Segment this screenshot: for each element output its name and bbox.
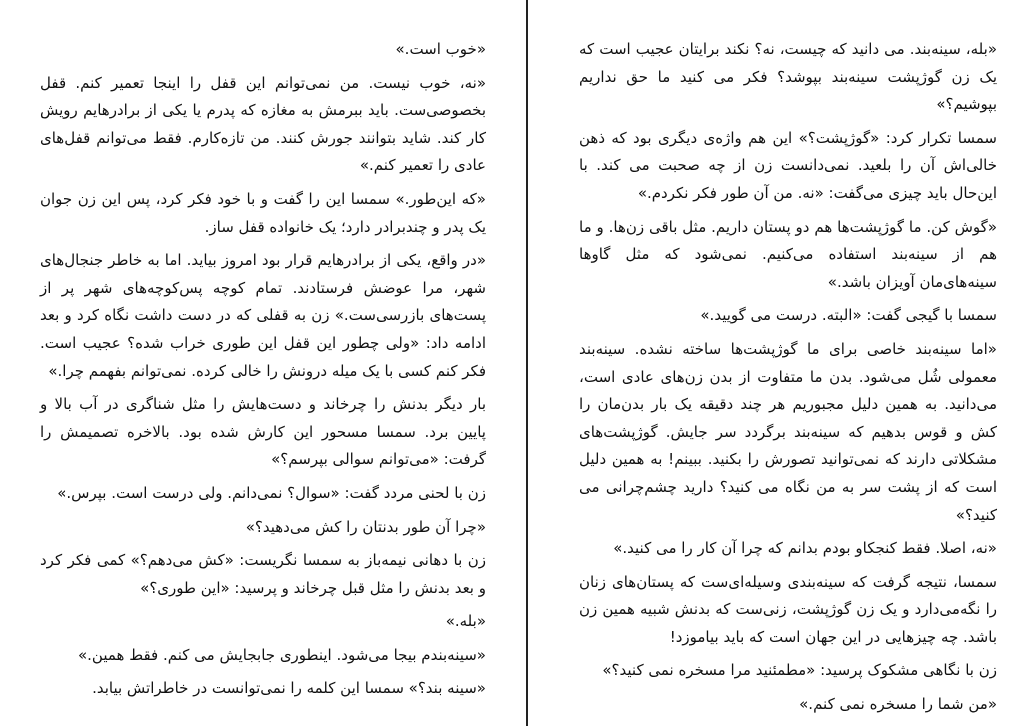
paragraph: «اما سینه‌بند خاصی برای ما گوژپشت‌ها ساخته نشده. سینه‌بند معمولی شُل می‌شود. بدن ما متفاوت از بدن زن‌های عادی است، می‌دانید. به همین دلیل مجبوریم هر چند دقیقه یک بار بدن‌مان را کش و قوس بدهیم که سینه‌بند برگردد سر جایش. گوژپشت‌های مشکلاتی دارند که نمی‌توانید تصورش را بکنید. ببینم! به همین دلیل است که از پشت سر به من نگاه می کنید؟ دارید چشم‌چرانی می کنید؟» bbox=[579, 339, 997, 524]
paragraph: «خوب است.» bbox=[395, 40, 486, 58]
paragraph: «که این‌طور.» سمسا این را گفت و با خود فکر کرد، پس این زن جوان یک پدر و چندبرادر دارد؛ یک خانواده قفل ساز. bbox=[40, 189, 486, 236]
paragraph: سمسا، نتیجه گرفت که سینه‌بندی وسیله‌ای‌ست که پستان‌های زنان را نگه‌می‌دارد و یک زن گوژپشت، زنی‌ست که بدنش شبیه همین زن باشد. چه چیزهایی در این جهان است که باید بیاموزد! bbox=[579, 572, 997, 646]
paragraph: «بله، سینه‌بند. می دانید که چیست، نه؟ نکند برایتان عجیب است که یک زن گوژپشت سینه‌بند بپوشد؟ فکر می کنید ما حق نداریم بپوشیم؟» bbox=[579, 40, 997, 114]
paragraph: سمسا با گیجی گفت: «البته. درست می گویید.» bbox=[700, 306, 997, 325]
paragraph: «در واقع، یکی از برادرهایم قرار بود امروز بیاید. اما به خاطر جنجال‌های شهر، مرا عوضش فرستادند. تمام کوچه پس‌کوچه‌های شهر پر از پست‌های بازرسی‌ست.» زن به قفلی که در دست داشت نگاه کرد و بعد ادامه داد: «ولی چطور این قفل این طوری خراب شده؟ عجیب است. فکر کنم کسی با یک میله درونش را خالی کرده. نمی‌توانم بفهمم چرا.» bbox=[40, 251, 486, 380]
paragraph: «من شما را مسخره نمی کنم.» bbox=[799, 695, 997, 714]
page-divider bbox=[526, 0, 528, 726]
paragraph: زن با دهانی نیمه‌باز به سمسا نگریست: «کش می‌دهم؟» کمی فکر کرد و بعد بدنش را مثل قبل چرخاند و پرسید: «این طوری؟» bbox=[40, 551, 486, 597]
paragraph: «نه، خوب نیست. من نمی‌توانم این قفل را اینجا تعمیر کنم. قفل بخصوصی‌ست. باید ببرمش به مغازه که پدرم یا یکی از برادرهایم رویش کار کند. شاید بتوانند جورش کنند. من تازه‌کارم. فقط می‌توانم قفل‌های عادی را تعمیر کنم.» bbox=[40, 73, 486, 175]
paragraph: زن با لحنی مردد گفت: «سوال؟ نمی‌دانم. ولی درست است. بپرس.» bbox=[57, 483, 486, 502]
paragraph: بار دیگر بدنش را چرخاند و دست‌هایش را مثل شناگری در آب بالا و پایین برد. سمسا مسحور این کارش شده بود. بالاخره تصمیمش را گرفت: «می‌توانم سوالی بپرسم؟» bbox=[40, 395, 486, 469]
right-page bbox=[531, 0, 1033, 726]
paragraph: «چرا آن طور بدنتان را کش می‌دهید؟» bbox=[245, 517, 486, 536]
paragraph: «گوش کن. ما گوژپشت‌ها هم دو پستان داریم. مثل باقی زن‌ها. و ما هم از سینه‌بند استفاده می‌کنیم. نمی‌شود که مثل گاوها سینه‌های‌مان آویزان باشد.» bbox=[579, 217, 997, 291]
paragraph: سمسا تکرار کرد: «گوژپشت؟» این هم واژه‌ی دیگری بود که ذهن خالی‌اش آن را بلعید. نمی‌دانست زن از چه صحبت می کند. با این‌حال باید چیزی می‌گفت: «نه. من آن طور فکر نکردم.» bbox=[579, 128, 997, 202]
paragraph: «سینه‌بندم بیجا می‌شود. اینطوری جابجایش می کنم. فقط همین.» bbox=[77, 645, 486, 664]
paragraph: «بله.» bbox=[445, 612, 486, 631]
paragraph: زن با نگاهی مشکوک پرسید: «مطمئنید مرا مسخره نمی کنید؟» bbox=[602, 661, 997, 680]
paragraph: «نه، اصلا. فقط کنجکاو بودم بدانم که چرا آن کار را می کنید.» bbox=[613, 539, 997, 558]
paragraph: «سینه بند؟» سمسا این کلمه را نمی‌توانست در خاطراتش بیابد. bbox=[92, 679, 486, 698]
